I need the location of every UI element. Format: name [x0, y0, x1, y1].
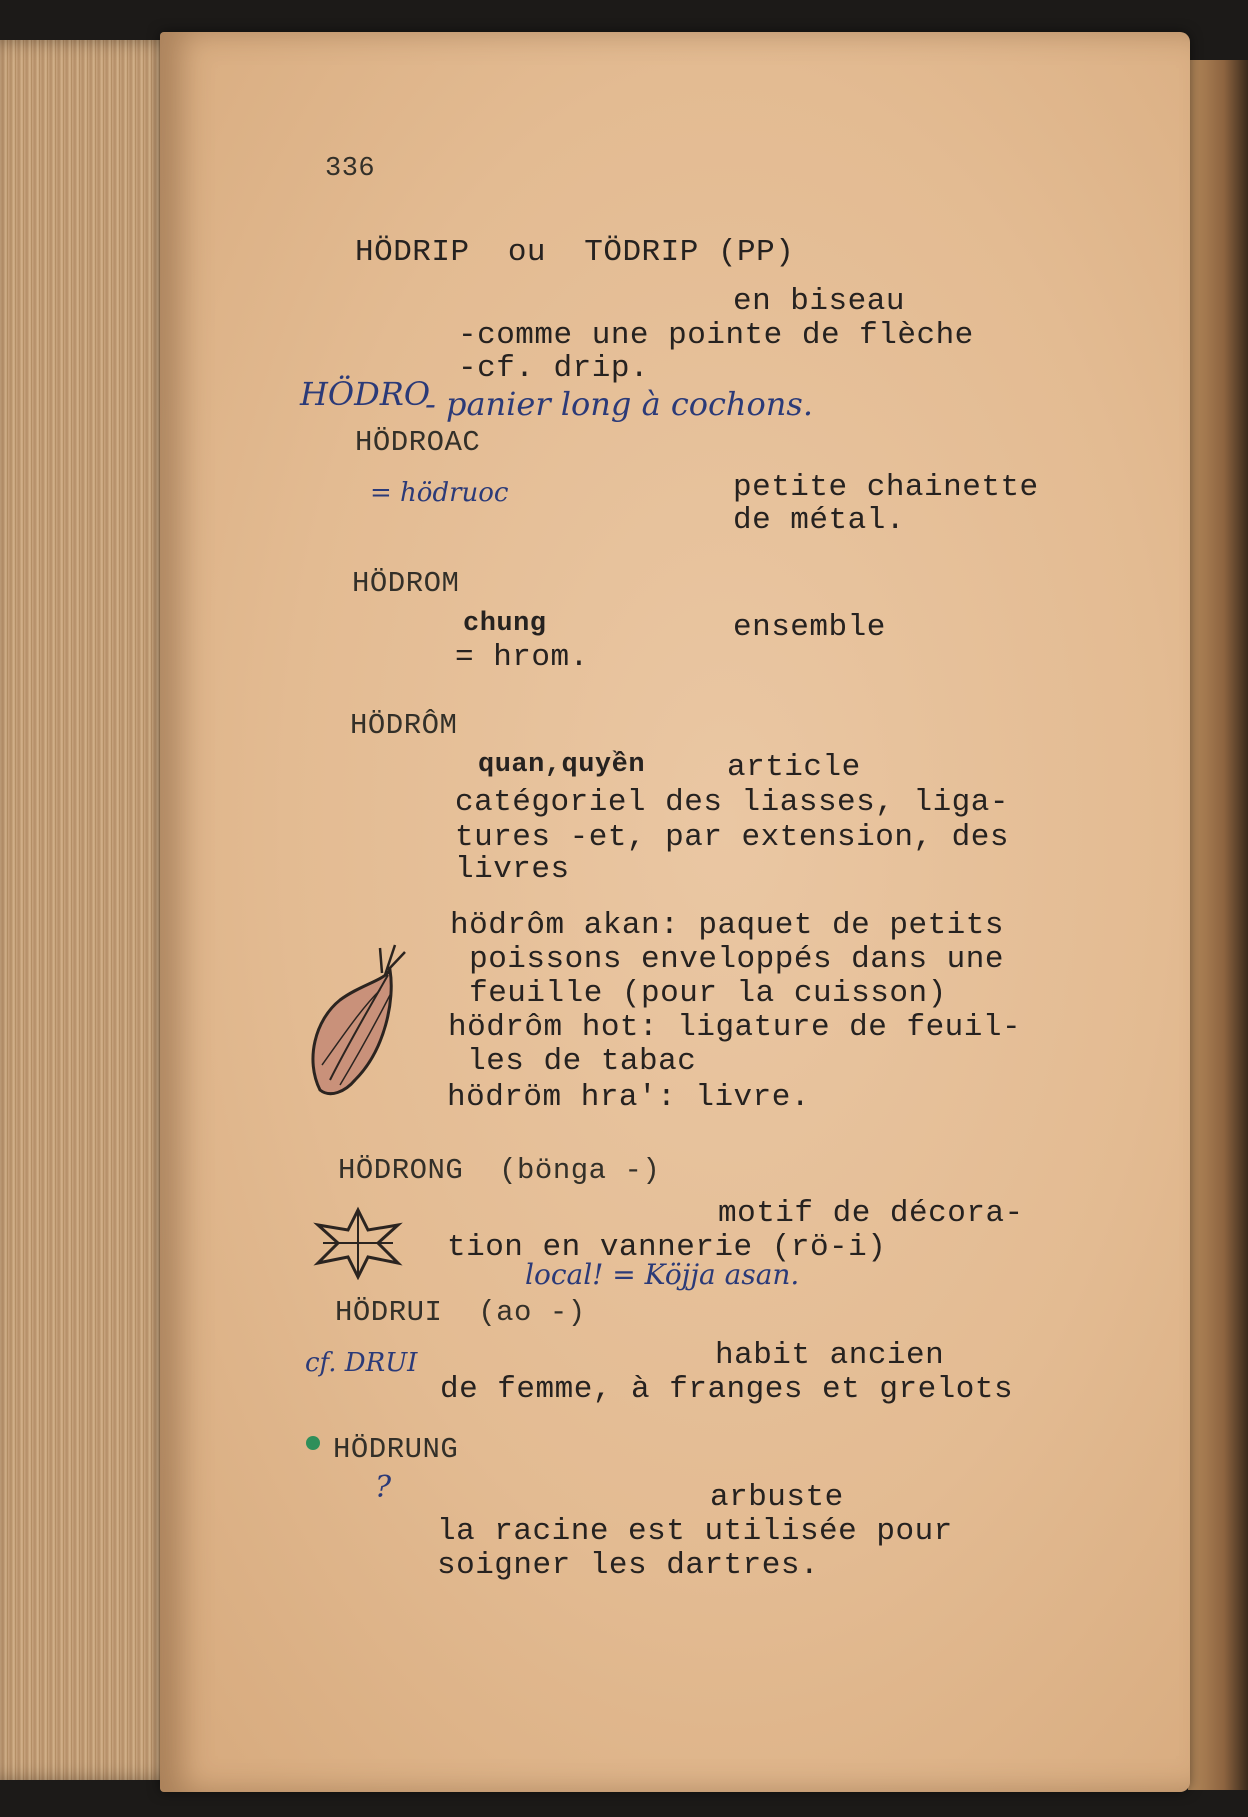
- hodrom2-def2: catégoriel des liasses, liga-: [455, 785, 1009, 820]
- handwritten-hodrui-note: cf. DRUI: [305, 1348, 418, 1378]
- handwritten-question-mark: ?: [375, 1470, 392, 1505]
- book-right-edge: [1188, 60, 1248, 1790]
- handwritten-hodro-note: - panier long à cochons.: [425, 385, 813, 423]
- handwritten-hodrong-note: local! = Köjja asan.: [525, 1258, 800, 1291]
- hodrom2-def4: livres: [455, 852, 570, 887]
- leaf-bundle-drawing: [300, 940, 410, 1110]
- hodrom2-example5: les de tabac: [448, 1044, 697, 1079]
- hodrung-def3: soigner les dartres.: [437, 1548, 820, 1583]
- headword-hodrong: HÖDRONG (bönga -): [338, 1154, 661, 1187]
- hodrom2-def1: article: [727, 750, 861, 785]
- headword-hodrung: HÖDRUNG: [333, 1433, 459, 1466]
- hodrui-def2: de femme, à franges et grelots: [440, 1372, 1014, 1407]
- hodrung-def2: la racine est utilisée pour: [437, 1514, 953, 1549]
- hodrui-def1: habit ancien: [715, 1338, 945, 1373]
- headword-hodrui: HÖDRUI (ao -): [335, 1296, 586, 1329]
- hodrom2-example4: hödrôm hot: ligature de feuil-: [448, 1010, 1022, 1045]
- hodrom2-example3: feuille (pour la cuisson): [450, 976, 947, 1011]
- hodrom-def: ensemble: [733, 610, 886, 645]
- hodrom2-example2: poissons enveloppés dans une: [450, 942, 1004, 977]
- hodroac-def1: petite chainette: [733, 470, 1039, 505]
- handwritten-hodro-word: HÖDRO: [300, 375, 431, 413]
- hodrom2-def3: tures -et, par extension, des: [455, 820, 1009, 855]
- headword-hodrip: HÖDRIP ou TÖDRIP (PP): [355, 235, 795, 270]
- page-number: 336: [325, 154, 376, 184]
- headword-hodroac: HÖDROAC: [355, 426, 481, 459]
- hodrip-def3: -cf. drip.: [458, 351, 650, 386]
- headword-hodrom: HÖDROM: [352, 567, 460, 600]
- hodrom-viet: chung: [463, 609, 547, 639]
- hodrom-eq: = hrom.: [455, 640, 589, 675]
- hodrung-def1: arbuste: [710, 1480, 844, 1515]
- green-ink-dot: [306, 1436, 320, 1450]
- hodrip-def1: en biseau: [733, 284, 905, 319]
- hodrong-def2: tion en vannerie (rö-i): [447, 1230, 887, 1265]
- hodrom2-viet: quan,quyền: [478, 750, 646, 780]
- star-motif-drawing: [313, 1205, 403, 1280]
- hodrip-def2: -comme une pointe de flèche: [458, 318, 974, 353]
- headword-hodrom2: HÖDRÔM: [350, 709, 458, 742]
- hodroac-def2: de métal.: [733, 503, 905, 538]
- handwritten-hodroac-note: = hödruoc: [370, 478, 509, 508]
- hodrong-def1: motif de décora-: [718, 1196, 1024, 1231]
- hodrom2-example1: hödrôm akan: paquet de petits: [450, 908, 1004, 943]
- hodrom2-example6: hödröm hra': livre.: [447, 1080, 810, 1115]
